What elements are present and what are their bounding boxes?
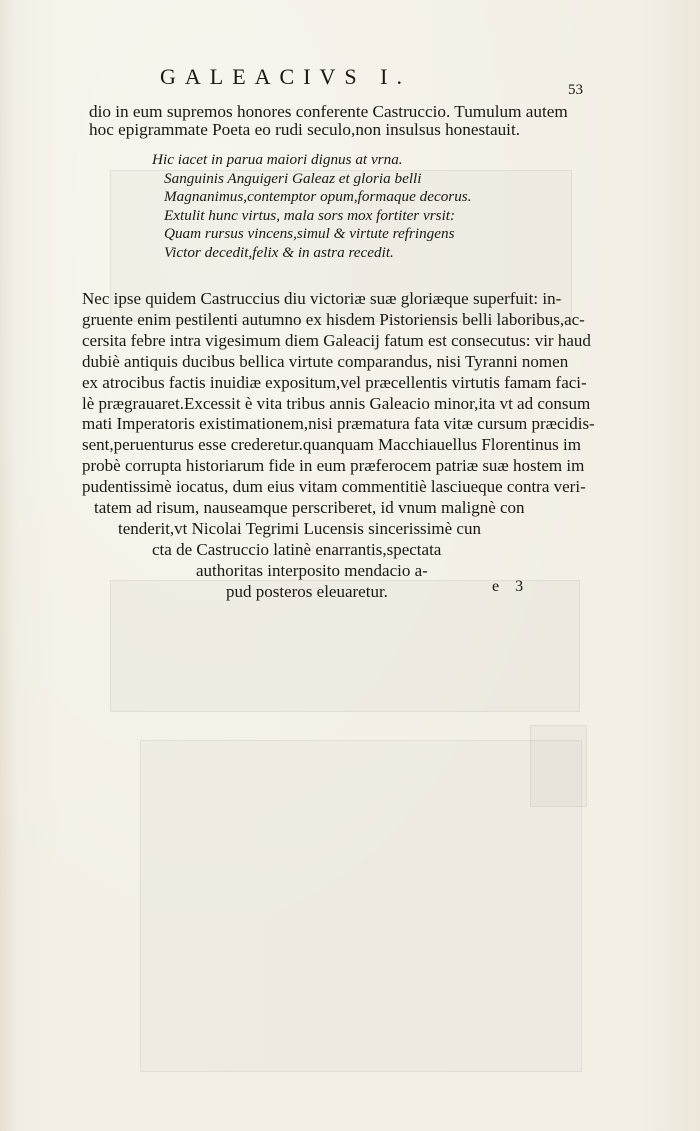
- verse-line: Magnanimus,contemptor opum,formaque decorus.: [164, 188, 472, 205]
- paragraph-main: [82, 289, 595, 603]
- epigram: [152, 151, 472, 262]
- text-line: mati Imperatoris existimationem,nisi præmatura fata vitæ cursum præcidis-: [82, 414, 595, 434]
- text-line: dubiè antiquis ducibus bellica virtute comparandus, nisi Tyranni nomen: [82, 351, 569, 371]
- verse-line: Sanguinis Anguigeri Galeaz et gloria belli: [164, 169, 422, 187]
- text-line: lè prægrauaret.Excessit è vita tribus annis Galeacio minor,ita vt ad consum: [82, 393, 591, 413]
- text-line: pudentissimè iocatus, dum eius vitam commentitiè lasciueque contra veri-: [82, 477, 586, 497]
- text-line: hoc epigrammate Poeta eo rudi seculo,non insulsus honestauit.: [89, 120, 521, 139]
- text-line: tatem ad risum, nauseamque perscriberet, id vnum malignè con: [94, 498, 525, 518]
- text-line: dio in eum supremos honores conferente Castruccio. Tumulum autem: [89, 102, 568, 121]
- text-line: probè corrupta historiarum fide in eum præferocem patriæ suæ hostem im: [82, 456, 585, 476]
- verse-line: Quam rursus vincens,simul & virtute refringens: [164, 225, 455, 242]
- text-line: gruente enim pestilenti autumno ex hisdem Pistoriensis belli laboribus,ac-: [82, 309, 585, 329]
- text-line: authoritas interposito mendacio a-: [196, 560, 428, 580]
- page-number: 53: [568, 82, 583, 98]
- text-line: tenderit,vt Nicolai Tegrimi Lucensis sincerissimè cun: [118, 518, 481, 538]
- text-line: cta de Castruccio latinè enarrantis,spectata: [152, 539, 442, 559]
- page-header: [0, 64, 700, 98]
- verse-line: Extulit hunc virtus, mala sors mox fortiter vrsit:: [164, 206, 456, 224]
- text-line: Nec ipse quidem Castruccius diu victoriæ suæ gloriæque superfuit: in-: [82, 289, 562, 308]
- show-through-block: [140, 740, 582, 1072]
- signature-mark: e 3: [492, 578, 530, 595]
- verse-line: Hic iacet in parua maiori dignus at vrna.: [152, 151, 403, 168]
- text-line: pud posteros eleuaretur.: [226, 581, 388, 601]
- text-line: cersita febre intra vigesimum diem Galeacij fatum est consecutus: vir haud: [82, 330, 591, 350]
- text-line: ex atrocibus factis inuidiæ expositum,vel præcellentis virtutis famam faci-: [82, 372, 587, 392]
- verse-line: Victor decedit,felix & in astra recedit.: [164, 243, 394, 261]
- text-line: sent,peruenturus esse crederetur.quanquam Macchiauellus Florentinus im: [82, 435, 581, 455]
- running-title: GALEACIVS I.: [160, 64, 411, 89]
